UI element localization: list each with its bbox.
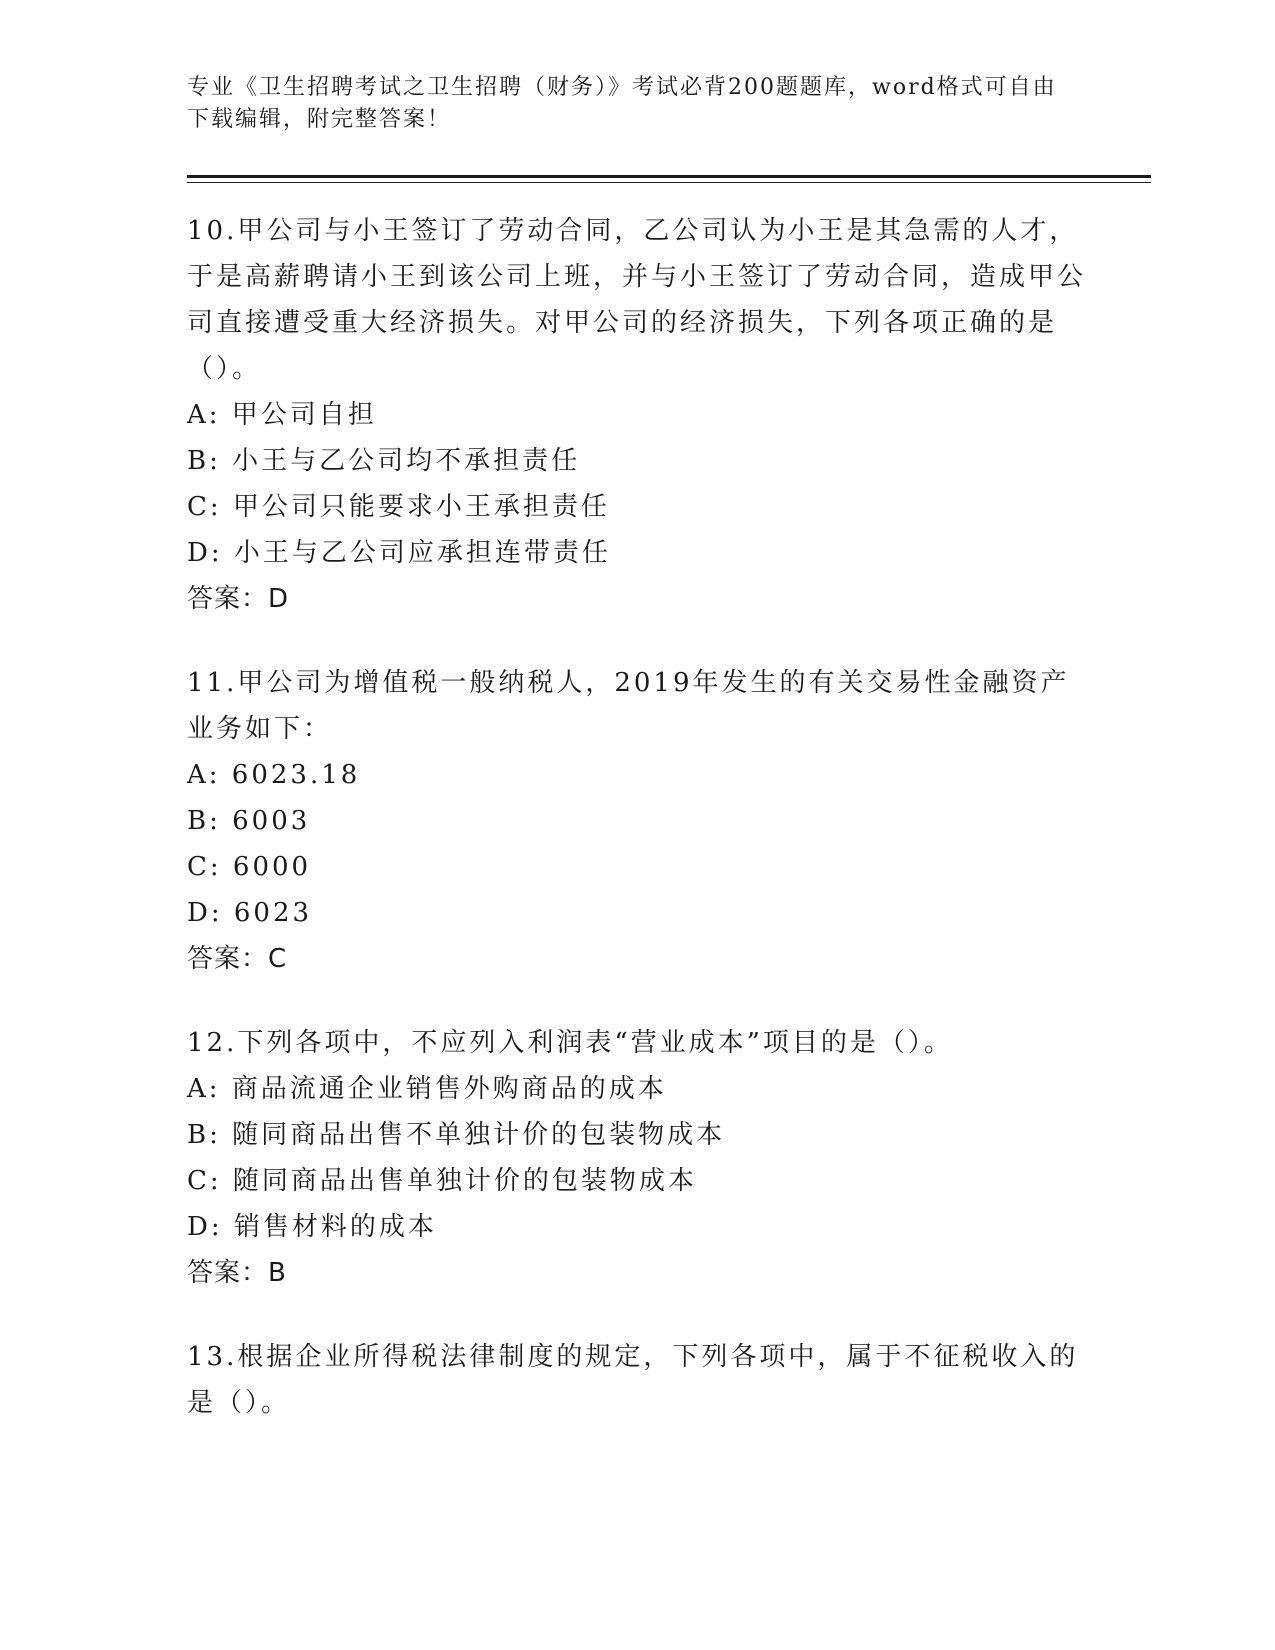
question-stem: 11.甲公司为增值税一般纳税人，2019年发生的有关交易性金融资产业务如下： [187, 668, 1070, 744]
option-d: D: 6023 [187, 898, 313, 928]
question-stem: 10.甲公司与小王签订了劳动合同，乙公司认为小王是其急需的人才，于是高薪聘请小王到该公司上班，并与小王签订了劳动合同，造成甲公司直接遭受重大经济损失。对甲公司的经济损失，下列各项正确的是（）。 [187, 216, 1087, 384]
option-b: B: 随同商品出售不单独计价的包装物成本 [187, 1120, 726, 1150]
option-c: C: 随同商品出售单独计价的包装物成本 [187, 1166, 697, 1196]
option-b: B: 小王与乙公司均不承担责任 [187, 446, 581, 476]
option-a: A: 甲公司自担 [187, 400, 377, 430]
option-d: D: 小王与乙公司应承担连带责任 [187, 538, 611, 568]
question-stem: 12.下列各项中，不应列入利润表“营业成本”项目的是（）。 [187, 1028, 953, 1058]
option-d: D: 销售材料的成本 [187, 1212, 437, 1242]
option-b: B: 6003 [187, 806, 311, 836]
option-c: C: 6000 [187, 852, 312, 882]
question-list [187, 208, 1087, 1464]
question-12 [187, 1020, 1087, 1296]
option-a: A: 6023.18 [187, 760, 361, 790]
answer-line: 答案：C [187, 944, 288, 974]
question-stem: 13.根据企业所得税法律制度的规定，下列各项中，属于不征税收入的是（）。 [187, 1342, 1079, 1418]
answer-line: 答案：D [187, 584, 290, 614]
option-c: C: 甲公司只能要求小王承担责任 [187, 492, 610, 522]
document-header: 专业《卫生招聘考试之卫生招聘（财务）》考试必背200题题库，word格式可自由下载编辑，附完整答案！ [187, 75, 1057, 132]
header-divider-thin [187, 182, 1151, 183]
question-11 [187, 660, 1087, 982]
header-divider-thick [187, 175, 1151, 178]
question-10 [187, 208, 1087, 622]
answer-line: 答案：B [187, 1258, 287, 1288]
question-13 [187, 1334, 1087, 1426]
option-a: A: 商品流通企业销售外购商品的成本 [187, 1074, 667, 1104]
